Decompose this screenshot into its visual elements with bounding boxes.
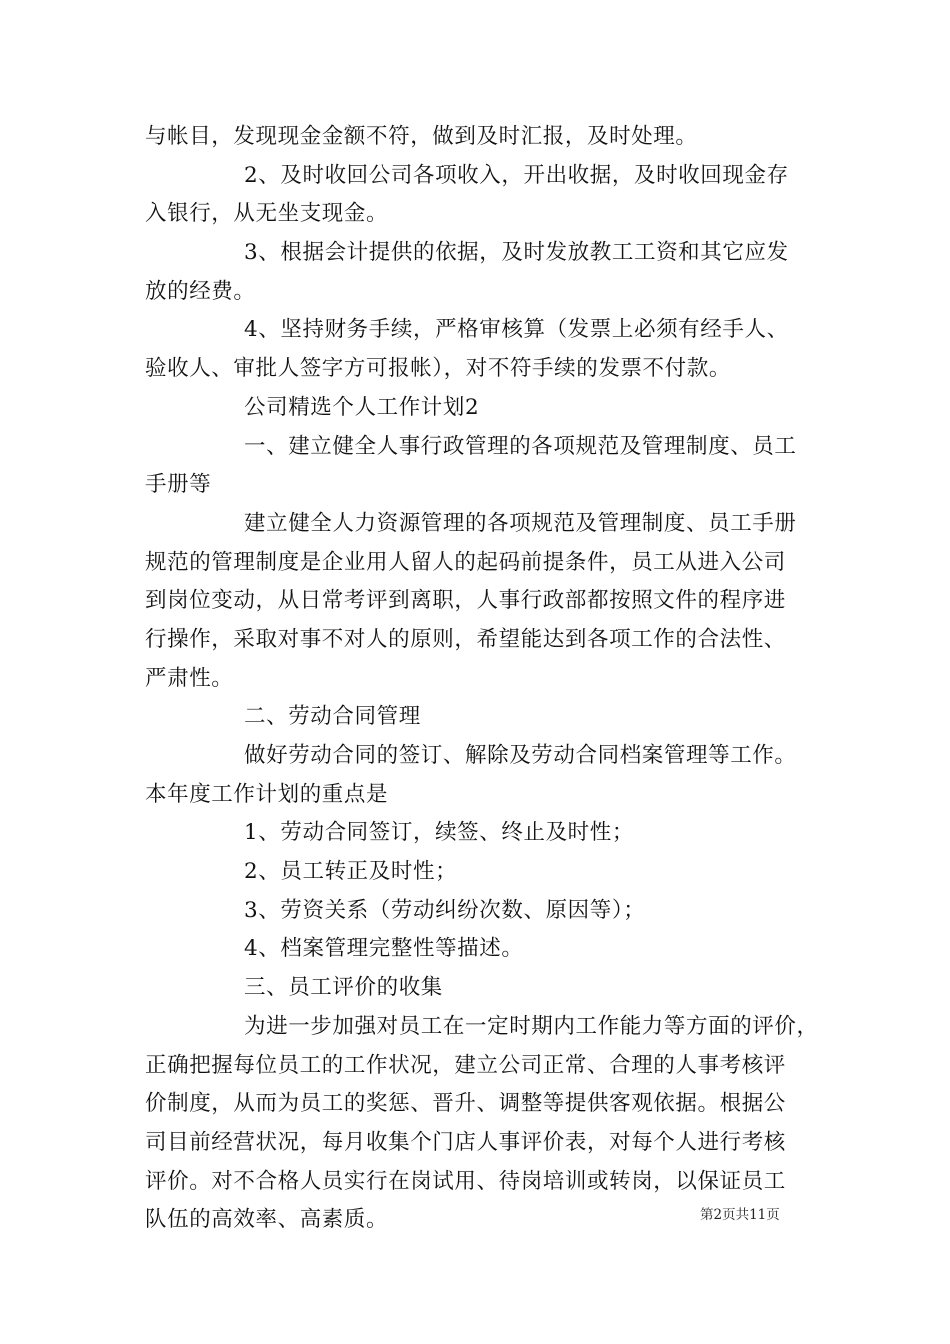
text-line: 正确把握每位员工的工作状况，建立公司正常、合理的人事考核评: [145, 1052, 786, 1078]
text-line: 3、根据会计提供的依据，及时发放教工工资和其它应发: [244, 240, 789, 266]
text-line: 规范的管理制度是企业用人留人的起码前提条件，员工从进入公司: [145, 549, 786, 575]
text-line: 手册等: [145, 472, 212, 498]
text-line: 到岗位变动，从日常考评到离职，人事行政部都按照文件的程序进: [145, 588, 786, 614]
text-line: 二、劳动合同管理: [244, 704, 421, 730]
text-line: 4、坚持财务手续，严格审核算（发票上必须有经手人、: [244, 317, 789, 343]
text-line: 为进一步加强对员工在一定时期内工作能力等方面的评价，: [244, 1013, 819, 1039]
text-line: 4、档案管理完整性等描述。: [244, 936, 524, 962]
text-line: 价制度，从而为员工的奖惩、晋升、调整等提供客观依据。根据公: [145, 1091, 786, 1117]
text-line: 一、建立健全人事行政管理的各项规范及管理制度、员工: [244, 433, 797, 459]
text-line: 2、及时收回公司各项收入，开出收据，及时收回现金存: [244, 162, 789, 188]
text-line: 验收人、审批人签字方可报帐），对不符手续的发票不付款。: [145, 356, 731, 382]
text-line: 三、员工评价的收集: [244, 975, 443, 1001]
text-line: 行操作，采取对事不对人的原则，希望能达到各项工作的合法性、: [145, 626, 786, 652]
document-body: [145, 118, 819, 1240]
text-line: 建立健全人力资源管理的各项规范及管理制度、员工手册: [244, 510, 797, 536]
text-line: 队伍的高效率、高素质。: [145, 1207, 389, 1233]
text-line: 司目前经营状况，每月收集个门店人事评价表，对每个人进行考核: [145, 1129, 786, 1155]
text-line: 3、劳资关系（劳动纠纷次数、原因等）；: [244, 897, 646, 923]
text-line: 1、劳动合同签订，续签、终止及时性；: [244, 820, 634, 846]
text-line: 评价。对不合格人员实行在岗试用、待岗培训或转岗，以保证员工: [145, 1168, 786, 1194]
text-line: 2、员工转正及时性；: [244, 859, 458, 885]
page-number-footer: 第2页共11页: [700, 1207, 780, 1223]
text-line: 做好劳动合同的签订、解除及劳动合同档案管理等工作。: [244, 743, 797, 768]
text-line: 放的经费。: [145, 278, 256, 304]
text-line: 公司精选个人工作计划2: [244, 394, 480, 420]
text-line: 入银行，从无坐支现金。: [145, 201, 389, 227]
text-line: 与帐目，发现现金金额不符，做到及时汇报，及时处理。: [145, 124, 698, 149]
text-line: 严肃性。: [145, 665, 234, 691]
text-line: 本年度工作计划的重点是: [145, 781, 389, 807]
